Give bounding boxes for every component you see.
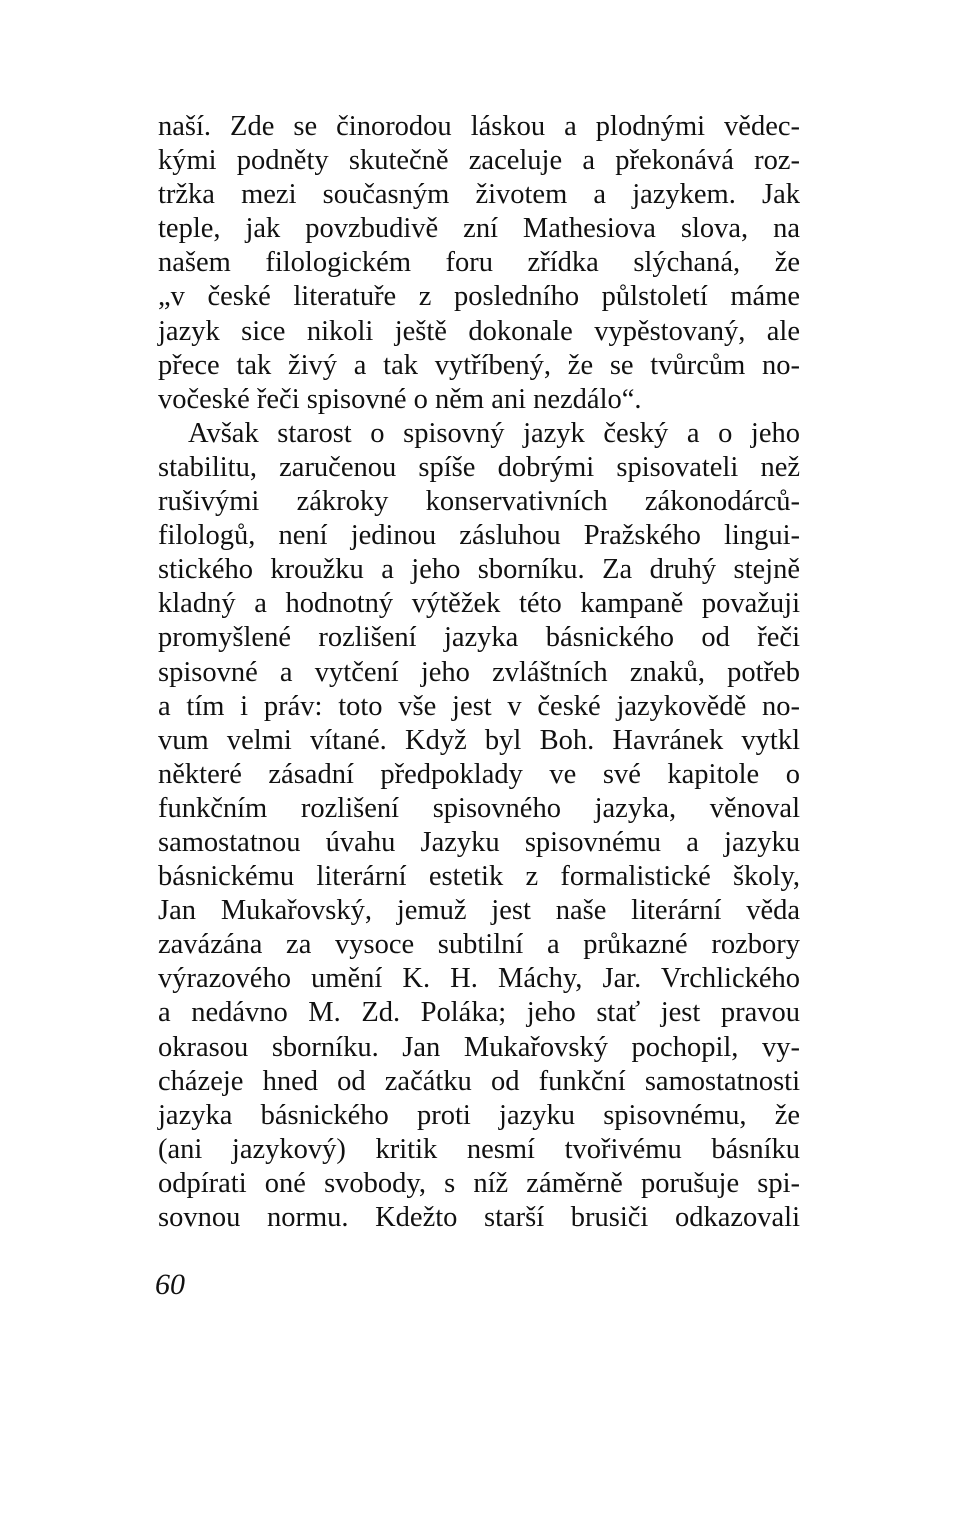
- page-number: 60: [155, 1268, 185, 1301]
- text-line: „v české literatuře z posledního půlstoletí máme: [158, 281, 800, 313]
- text-line: výrazového umění K. H. Máchy, Jar. Vrchlického: [158, 963, 800, 995]
- text-line: (ani jazykový) kritik nesmí tvořivému básníku: [158, 1133, 800, 1165]
- text-line: zavázána za vysoce subtilní a průkazné rozbory: [158, 929, 800, 961]
- text-line: některé zásadní předpoklady ve své kapitole o: [158, 758, 800, 790]
- text-line: cházeje hned od začátku od funkční samostatnosti: [158, 1065, 800, 1097]
- text-line: našem filologickém foru zřídka slýchaná, že: [158, 247, 800, 279]
- text-line: Jan Mukařovský, jemuž jest naše literární věda: [158, 895, 800, 927]
- text-line: jazyka básnického proti jazyku spisovnému, že: [158, 1099, 800, 1131]
- text-line: Avšak starost o spisovný jazyk český a o jeho: [188, 417, 800, 449]
- text-line: sovnou normu. Kdežto starší brusiči odkazovali: [158, 1202, 800, 1233]
- text-line: básnickému literární estetik z formalistické školy,: [158, 861, 800, 893]
- paragraph-1: [158, 110, 800, 417]
- text-line: filologů, není jedinou zásluhou Pražského lingui-: [158, 520, 800, 552]
- text-line: a nedávno M. Zd. Poláka; jeho stať jest pravou: [158, 997, 800, 1029]
- text-line: vum velmi vítané. Když byl Boh. Havránek vytkl: [158, 724, 800, 756]
- text-line: přece tak živý a tak vytříbený, že se tvůrcům no-: [158, 349, 800, 381]
- paragraph-2: [158, 417, 800, 1235]
- text-line: naší. Zde se činorodou láskou a plodnými vědec-: [158, 111, 800, 142]
- text-line: jazyk sice nikoli ještě dokonale vypěstovaný, ale: [158, 315, 800, 347]
- text-line: stického kroužku a jeho sborníku. Za druhý stejně: [158, 554, 800, 586]
- text-line: tržka mezi současným životem a jazykem. Jak: [158, 179, 800, 211]
- text-line: a tím i práv: toto vše jest v české jazykovědě no-: [158, 690, 800, 722]
- text-line: kými podněty skutečně zaceluje a překonává roz-: [158, 145, 800, 177]
- text-line: rušivými zákroky konservativních zákonodárců-: [158, 486, 800, 518]
- text-line: stabilitu, zaručenou spíše dobrými spisovateli než: [158, 451, 800, 483]
- text-line: kladný a hodnotný výtěžek této kampaně považuji: [158, 588, 800, 620]
- text-line: funkčním rozlišení spisovného jazyka, věnoval: [158, 792, 800, 824]
- text-line: odpírati oné svobody, s níž záměrně porušuje spi-: [158, 1167, 800, 1199]
- text-line: spisovné a vytčení jeho zvláštních znaků, potřeb: [158, 656, 800, 688]
- text-line: samostatnou úvahu Jazyku spisovnému a jazyku: [158, 826, 800, 858]
- text-line: promyšlené rozlišení jazyka básnického od řeči: [158, 622, 800, 654]
- text-line: vočeské řeči spisovné o něm ani nezdálo“.: [158, 383, 642, 415]
- text-line: okrasou sborníku. Jan Mukařovský pochopil, vy-: [158, 1031, 800, 1063]
- body-text: [158, 110, 800, 1235]
- text-line: teple, jak povzbudivě zní Mathesiova slova, na: [158, 213, 800, 245]
